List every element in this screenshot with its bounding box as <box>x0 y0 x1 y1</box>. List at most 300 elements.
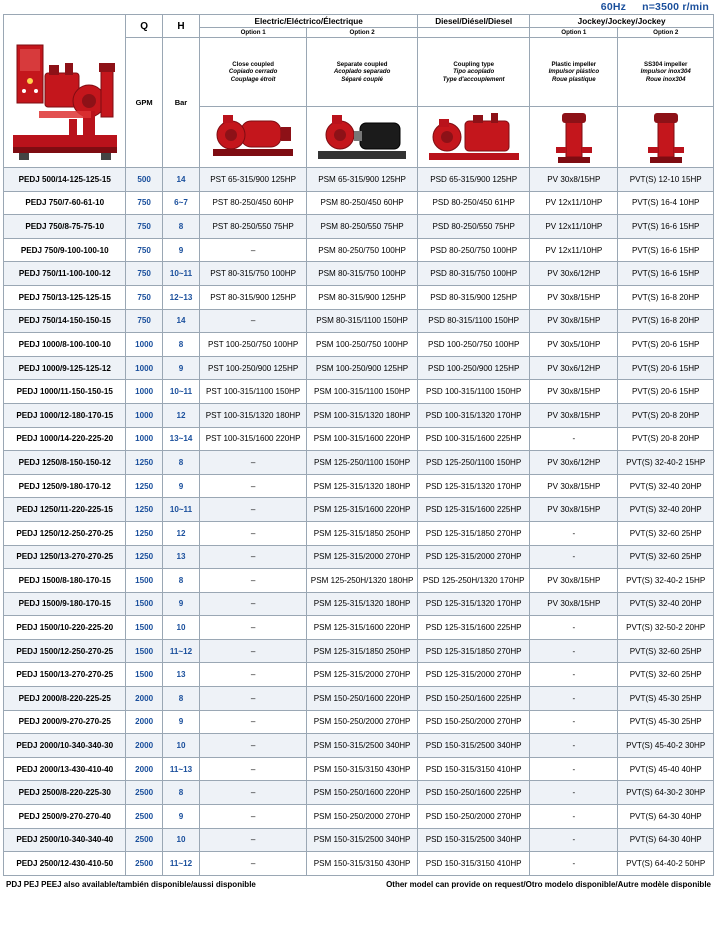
row-head-bar: 9 <box>162 592 199 616</box>
row-head-bar: 8 <box>162 451 199 475</box>
row-flow-gpm: 2500 <box>126 805 162 829</box>
row-model: PEDJ 2000/10-340-340-30 <box>4 734 126 758</box>
table-row <box>4 451 714 475</box>
table-row <box>4 687 714 711</box>
row-electric-option2: PSM 150-315/2500 340HP <box>307 734 418 758</box>
row-model: PEDJ 750/13-125-125-15 <box>4 285 126 309</box>
row-head-bar: 10 <box>162 734 199 758</box>
row-head-bar: 14 <box>162 309 199 333</box>
table-row <box>4 168 714 192</box>
row-jockey-option2: PVT(S) 32-40-2 15HP <box>618 451 714 475</box>
row-electric-option1: – <box>200 663 307 687</box>
row-head-bar: 10 <box>162 616 199 640</box>
table-row <box>4 569 714 593</box>
row-jockey-option1: - <box>530 616 618 640</box>
row-jockey-option1: PV 30x5/10HP <box>530 333 618 357</box>
table-row <box>4 403 714 427</box>
row-jockey-option1: - <box>530 687 618 711</box>
row-electric-option1: – <box>200 805 307 829</box>
row-electric-option1: – <box>200 592 307 616</box>
row-electric-option1: PST 80-315/750 100HP <box>200 262 307 286</box>
row-jockey-option2: PVT(S) 20-6 15HP <box>618 356 714 380</box>
row-head-bar: 10 <box>162 828 199 852</box>
row-jockey-option1: PV 30x8/15HP <box>530 285 618 309</box>
row-jockey-option1: - <box>530 757 618 781</box>
row-model: PEDJ 750/14-150-150-15 <box>4 309 126 333</box>
row-electric-option2: PSM 80-250/550 75HP <box>307 215 418 239</box>
row-flow-gpm: 1000 <box>126 356 162 380</box>
row-jockey-option1: - <box>530 781 618 805</box>
row-electric-option2: PSM 150-250/1600 220HP <box>307 687 418 711</box>
electric-option2-subtitle <box>307 38 418 107</box>
row-flow-gpm: 2000 <box>126 757 162 781</box>
diesel-fr: Type d'accouplement <box>442 75 505 83</box>
jockey-option1-label: Option 1 <box>530 28 618 38</box>
row-electric-option2: PSM 80-250/450 60HP <box>307 191 418 215</box>
row-model: PEDJ 1250/8-150-150-12 <box>4 451 126 475</box>
row-electric-option2: PSM 150-250/1600 220HP <box>307 781 418 805</box>
row-jockey-option2: PVT(S) 32-50-2 20HP <box>618 616 714 640</box>
row-electric-option1: PST 100-315/1100 150HP <box>200 380 307 404</box>
row-jockey-option2: PVT(S) 16-6 15HP <box>618 215 714 239</box>
diesel-option-label <box>418 28 530 38</box>
table-row <box>4 616 714 640</box>
row-flow-gpm: 1000 <box>126 333 162 357</box>
table-row <box>4 781 714 805</box>
row-diesel: PSD 80-315/1100 150HP <box>418 309 530 333</box>
row-head-bar: 13 <box>162 545 199 569</box>
row-electric-option1: PST 80-315/900 125HP <box>200 285 307 309</box>
electric-opt2-fr: Séparé couplé <box>341 75 383 83</box>
page-header-line <box>0 0 717 14</box>
row-model: PEDJ 2500/10-340-340-40 <box>4 828 126 852</box>
row-electric-option1: – <box>200 616 307 640</box>
row-model: PEDJ 750/7-60-61-10 <box>4 191 126 215</box>
row-flow-gpm: 1250 <box>126 451 162 475</box>
row-model: PEDJ 1500/13-270-270-25 <box>4 663 126 687</box>
row-head-bar: 8 <box>162 569 199 593</box>
row-jockey-option2: PVT(S) 32-40 20HP <box>618 498 714 522</box>
close-coupled-pump-photo <box>200 107 307 168</box>
row-diesel: PSD 150-315/2500 340HP <box>418 828 530 852</box>
row-electric-option2: PSM 125-315/1600 220HP <box>307 616 418 640</box>
row-model: PEDJ 2000/13-430-410-40 <box>4 757 126 781</box>
table-row <box>4 592 714 616</box>
separate-coupled-pump-icon <box>314 109 410 165</box>
row-flow-gpm: 750 <box>126 309 162 333</box>
row-model: PEDJ 750/11-100-100-12 <box>4 262 126 286</box>
row-diesel: PSD 125-315/2000 270HP <box>418 545 530 569</box>
row-jockey-option2: PVT(S) 20-8 20HP <box>618 403 714 427</box>
row-diesel: PSD 125-250/1100 150HP <box>418 451 530 475</box>
row-jockey-option1: - <box>530 663 618 687</box>
row-flow-gpm: 1000 <box>126 380 162 404</box>
speed-label: n=3500 r/min <box>642 1 709 13</box>
table-body <box>4 168 714 876</box>
row-model: PEDJ 1000/8-100-100-10 <box>4 333 126 357</box>
row-electric-option1: – <box>200 687 307 711</box>
row-electric-option1: – <box>200 498 307 522</box>
row-jockey-option1: PV 30x8/15HP <box>530 168 618 192</box>
row-head-bar: 9 <box>162 474 199 498</box>
jockey-option2-label: Option 2 <box>618 28 714 38</box>
row-head-bar: 6~7 <box>162 191 199 215</box>
row-electric-option2: PSM 125-315/1320 180HP <box>307 592 418 616</box>
row-jockey-option1: PV 30x8/15HP <box>530 403 618 427</box>
row-electric-option2: PSM 125-315/2000 270HP <box>307 545 418 569</box>
jockey-option2-subtitle <box>618 38 714 107</box>
table-row <box>4 521 714 545</box>
table-row <box>4 828 714 852</box>
row-electric-option2: PSM 80-250/750 100HP <box>307 238 418 262</box>
row-diesel: PSD 125-315/1850 270HP <box>418 521 530 545</box>
row-model: PEDJ 1500/8-180-170-15 <box>4 569 126 593</box>
row-flow-gpm: 2500 <box>126 828 162 852</box>
row-diesel: PSD 150-315/3150 410HP <box>418 757 530 781</box>
row-jockey-option2: PVT(S) 45-30 25HP <box>618 687 714 711</box>
table-row <box>4 734 714 758</box>
row-jockey-option2: PVT(S) 64-40-2 50HP <box>618 852 714 876</box>
row-flow-gpm: 1500 <box>126 592 162 616</box>
diesel-engine-pump-icon <box>425 109 523 165</box>
row-model: PEDJ 1250/9-180-170-12 <box>4 474 126 498</box>
row-electric-option2: PSM 125-250/1100 150HP <box>307 451 418 475</box>
row-electric-option1: PST 80-250/450 60HP <box>200 191 307 215</box>
row-jockey-option1: PV 30x6/12HP <box>530 262 618 286</box>
row-diesel: PSD 125-315/1320 170HP <box>418 592 530 616</box>
table-row <box>4 710 714 734</box>
row-head-bar: 9 <box>162 710 199 734</box>
row-head-bar: 10~11 <box>162 380 199 404</box>
frequency-label: 60Hz <box>600 1 627 13</box>
row-electric-option1: – <box>200 545 307 569</box>
row-jockey-option1: PV 30x8/15HP <box>530 498 618 522</box>
row-jockey-option2: PVT(S) 64-30 40HP <box>618 828 714 852</box>
row-jockey-option1: PV 30x8/15HP <box>530 569 618 593</box>
vertical-jockey-pump-ss-icon <box>644 107 688 167</box>
jockey-option1-subtitle <box>530 38 618 107</box>
row-electric-option1: PST 100-315/1600 220HP <box>200 427 307 451</box>
row-electric-option2: PSM 125-315/1320 180HP <box>307 474 418 498</box>
electric-opt1-en: Close coupled <box>232 60 274 68</box>
row-model: PEDJ 2000/9-270-270-25 <box>4 710 126 734</box>
row-jockey-option1: PV 30x8/15HP <box>530 309 618 333</box>
jockey-opt1-es: Impulsor plástico <box>548 68 600 76</box>
row-jockey-option1: PV 30x6/12HP <box>530 356 618 380</box>
row-electric-option2: PSM 125-315/2000 270HP <box>307 663 418 687</box>
jockey-opt2-es: Impulsor inox304 <box>640 68 691 76</box>
row-electric-option2: PSM 150-315/3150 430HP <box>307 757 418 781</box>
table-row <box>4 262 714 286</box>
table-row <box>4 545 714 569</box>
row-jockey-option2: PVT(S) 32-40 20HP <box>618 592 714 616</box>
row-flow-gpm: 1500 <box>126 616 162 640</box>
row-diesel: PSD 100-250/900 125HP <box>418 356 530 380</box>
footer-notes <box>0 876 717 889</box>
table-row <box>4 285 714 309</box>
row-model: PEDJ 1000/14-220-225-20 <box>4 427 126 451</box>
row-flow-gpm: 2000 <box>126 734 162 758</box>
row-electric-option1: – <box>200 569 307 593</box>
row-electric-option2: PSM 125-250H/1320 180HP <box>307 569 418 593</box>
table-row <box>4 474 714 498</box>
row-electric-option1: PST 100-250/900 125HP <box>200 356 307 380</box>
row-diesel: PSD 150-250/2000 270HP <box>418 710 530 734</box>
row-jockey-option1: - <box>530 734 618 758</box>
row-electric-option1: – <box>200 710 307 734</box>
row-model: PEDJ 2500/8-220-225-30 <box>4 781 126 805</box>
table-row <box>4 852 714 876</box>
footer-note-left: PDJ PEJ PEEJ also available/también disponible/aussi disponible <box>6 879 256 889</box>
row-jockey-option2: PVT(S) 32-60 25HP <box>618 663 714 687</box>
row-electric-option1: PST 100-250/750 100HP <box>200 333 307 357</box>
diesel-en: Coupling type <box>453 60 494 68</box>
row-head-bar: 11~12 <box>162 639 199 663</box>
row-flow-gpm: 2500 <box>126 781 162 805</box>
row-diesel: PSD 125-315/1320 170HP <box>418 474 530 498</box>
row-head-bar: 13~14 <box>162 427 199 451</box>
row-jockey-option2: PVT(S) 16-6 15HP <box>618 262 714 286</box>
separate-coupled-pump-photo <box>307 107 418 168</box>
row-flow-gpm: 500 <box>126 168 162 192</box>
row-jockey-option2: PVT(S) 45-30 25HP <box>618 710 714 734</box>
row-electric-option1: PST 65-315/900 125HP <box>200 168 307 192</box>
row-jockey-option1: PV 12x11/10HP <box>530 215 618 239</box>
row-head-bar: 8 <box>162 215 199 239</box>
table-row <box>4 498 714 522</box>
row-jockey-option1: PV 30x6/12HP <box>530 451 618 475</box>
row-jockey-option1: - <box>530 710 618 734</box>
row-electric-option2: PSM 100-315/1320 180HP <box>307 403 418 427</box>
row-electric-option1: – <box>200 734 307 758</box>
vertical-jockey-pump-icon <box>552 107 596 167</box>
row-jockey-option2: PVT(S) 64-30-2 30HP <box>618 781 714 805</box>
table-row <box>4 805 714 829</box>
row-flow-gpm: 750 <box>126 191 162 215</box>
row-diesel: PSD 65-315/900 125HP <box>418 168 530 192</box>
diesel-subtitle <box>418 38 530 107</box>
row-electric-option2: PSM 80-315/750 100HP <box>307 262 418 286</box>
row-electric-option1: – <box>200 757 307 781</box>
row-flow-gpm: 1000 <box>126 427 162 451</box>
electric-opt2-en: Separate coupled <box>336 60 388 68</box>
row-model: PEDJ 750/9-100-100-10 <box>4 238 126 262</box>
row-electric-option2: PSM 125-315/1600 220HP <box>307 498 418 522</box>
row-diesel: PSD 80-315/750 100HP <box>418 262 530 286</box>
row-jockey-option1: - <box>530 545 618 569</box>
row-model: PEDJ 1500/9-180-170-15 <box>4 592 126 616</box>
row-electric-option2: PSM 80-315/900 125HP <box>307 285 418 309</box>
row-head-bar: 8 <box>162 333 199 357</box>
row-electric-option2: PSM 125-315/1850 250HP <box>307 639 418 663</box>
row-model: PEDJ 750/8-75-75-10 <box>4 215 126 239</box>
table-row <box>4 663 714 687</box>
row-jockey-option2: PVT(S) 45-40-2 30HP <box>618 734 714 758</box>
row-head-bar: 11~12 <box>162 852 199 876</box>
row-diesel: PSD 125-250H/1320 170HP <box>418 569 530 593</box>
row-electric-option2: PSM 100-315/1600 220HP <box>307 427 418 451</box>
row-electric-option1: – <box>200 521 307 545</box>
row-head-bar: 9 <box>162 356 199 380</box>
jockey-opt1-fr: Roue plastique <box>551 75 596 83</box>
row-jockey-option2: PVT(S) 16-6 15HP <box>618 238 714 262</box>
row-diesel: PSD 125-315/1600 225HP <box>418 616 530 640</box>
group-header-jockey: Jockey/Jockey/Jockey <box>530 15 714 28</box>
row-electric-option2: PSM 125-315/1850 250HP <box>307 521 418 545</box>
row-diesel: PSD 125-315/1850 270HP <box>418 639 530 663</box>
row-head-bar: 8 <box>162 687 199 711</box>
electric-option2-label: Option 2 <box>307 28 418 38</box>
row-model: PEDJ 1000/12-180-170-15 <box>4 403 126 427</box>
row-model: PEDJ 2000/8-220-225-25 <box>4 687 126 711</box>
row-electric-option1: PST 100-315/1320 180HP <box>200 403 307 427</box>
column-header-q: Q <box>126 15 162 38</box>
electric-option1-subtitle <box>200 38 307 107</box>
unit-gpm: GPM <box>126 38 162 168</box>
jockey-opt2-en: SS304 impeller <box>644 60 688 68</box>
table-row <box>4 380 714 404</box>
row-flow-gpm: 750 <box>126 215 162 239</box>
row-electric-option2: PSM 100-250/900 125HP <box>307 356 418 380</box>
row-head-bar: 12~13 <box>162 285 199 309</box>
row-diesel: PSD 100-250/750 100HP <box>418 333 530 357</box>
row-diesel: PSD 80-250/550 75HP <box>418 215 530 239</box>
row-head-bar: 10~11 <box>162 498 199 522</box>
row-model: PEDJ 500/14-125-125-15 <box>4 168 126 192</box>
row-electric-option1: PST 80-250/550 75HP <box>200 215 307 239</box>
electric-opt1-fr: Couplage étroit <box>230 75 276 83</box>
row-diesel: PSD 125-315/1600 225HP <box>418 498 530 522</box>
jockey-opt1-en: Plastic impeller <box>551 60 597 68</box>
row-diesel: PSD 80-250/750 100HP <box>418 238 530 262</box>
row-flow-gpm: 1250 <box>126 498 162 522</box>
row-jockey-option2: PVT(S) 16-4 10HP <box>618 191 714 215</box>
table-row <box>4 333 714 357</box>
row-diesel: PSD 150-315/2500 340HP <box>418 734 530 758</box>
row-head-bar: 12 <box>162 403 199 427</box>
row-flow-gpm: 2000 <box>126 710 162 734</box>
row-electric-option1: – <box>200 451 307 475</box>
row-flow-gpm: 750 <box>126 285 162 309</box>
row-head-bar: 14 <box>162 168 199 192</box>
jockey-opt2-fr: Roue inox304 <box>645 75 686 83</box>
row-electric-option1: – <box>200 309 307 333</box>
row-jockey-option2: PVT(S) 32-40-2 15HP <box>618 569 714 593</box>
row-diesel: PSD 125-315/2000 270HP <box>418 663 530 687</box>
row-jockey-option2: PVT(S) 20-8 20HP <box>618 427 714 451</box>
row-head-bar: 13 <box>162 663 199 687</box>
table-row <box>4 639 714 663</box>
row-jockey-option2: PVT(S) 32-60 25HP <box>618 521 714 545</box>
row-diesel: PSD 100-315/1100 150HP <box>418 380 530 404</box>
footer-note-right: Other model can provide on request/Otro modelo disponible/Autre modèle disponible <box>386 879 711 889</box>
row-head-bar: 9 <box>162 238 199 262</box>
row-jockey-option1: PV 30x8/15HP <box>530 474 618 498</box>
row-jockey-option1: - <box>530 427 618 451</box>
row-flow-gpm: 1500 <box>126 639 162 663</box>
row-model: PEDJ 1250/11-220-225-15 <box>4 498 126 522</box>
row-diesel: PSD 150-315/3150 410HP <box>418 852 530 876</box>
row-electric-option1: – <box>200 639 307 663</box>
row-electric-option2: PSM 150-315/3150 430HP <box>307 852 418 876</box>
row-flow-gpm: 2000 <box>126 687 162 711</box>
table-row <box>4 427 714 451</box>
row-diesel: PSD 80-250/450 61HP <box>418 191 530 215</box>
row-head-bar: 12 <box>162 521 199 545</box>
pump-set-photo <box>4 15 126 168</box>
row-jockey-option2: PVT(S) 16-8 20HP <box>618 285 714 309</box>
row-flow-gpm: 750 <box>126 238 162 262</box>
table-row <box>4 757 714 781</box>
row-electric-option1: – <box>200 852 307 876</box>
row-electric-option2: PSM 150-250/2000 270HP <box>307 805 418 829</box>
row-electric-option2: PSM 150-250/2000 270HP <box>307 710 418 734</box>
row-electric-option2: PSM 100-315/1100 150HP <box>307 380 418 404</box>
electric-opt1-es: Copiado cerrado <box>228 68 278 76</box>
fire-pump-package-icon <box>9 15 121 167</box>
row-model: PEDJ 1250/12-250-270-25 <box>4 521 126 545</box>
row-jockey-option2: PVT(S) 32-40 20HP <box>618 474 714 498</box>
row-electric-option2: PSM 80-315/1100 150HP <box>307 309 418 333</box>
electric-opt2-es: Acoplado separado <box>333 68 391 76</box>
row-diesel: PSD 150-250/1600 225HP <box>418 687 530 711</box>
pump-selection-table <box>3 14 714 876</box>
row-jockey-option2: PVT(S) 32-60 25HP <box>618 545 714 569</box>
row-model: PEDJ 2500/12-430-410-50 <box>4 852 126 876</box>
row-jockey-option1: - <box>530 805 618 829</box>
row-flow-gpm: 1500 <box>126 663 162 687</box>
row-electric-option1: – <box>200 474 307 498</box>
row-jockey-option1: - <box>530 852 618 876</box>
row-electric-option2: PSM 65-315/900 125HP <box>307 168 418 192</box>
row-jockey-option2: PVT(S) 20-6 15HP <box>618 333 714 357</box>
row-jockey-option2: PVT(S) 45-40 40HP <box>618 757 714 781</box>
jockey-ss304-impeller-photo <box>618 107 714 168</box>
row-jockey-option2: PVT(S) 16-8 20HP <box>618 309 714 333</box>
row-electric-option1: – <box>200 238 307 262</box>
row-jockey-option1: PV 12x11/10HP <box>530 191 618 215</box>
row-jockey-option1: PV 30x8/15HP <box>530 592 618 616</box>
row-diesel: PSD 150-250/2000 270HP <box>418 805 530 829</box>
group-header-diesel: Diesel/Diésel/Diesel <box>418 15 530 28</box>
row-head-bar: 10~11 <box>162 262 199 286</box>
close-coupled-pump-icon <box>207 109 299 165</box>
row-jockey-option2: PVT(S) 20-6 15HP <box>618 380 714 404</box>
row-jockey-option1: - <box>530 639 618 663</box>
table-row <box>4 191 714 215</box>
row-jockey-option1: PV 12x11/10HP <box>530 238 618 262</box>
table-row <box>4 356 714 380</box>
electric-option1-label: Option 1 <box>200 28 307 38</box>
group-header-electric: Electric/Eléctrico/Électrique <box>200 15 418 28</box>
diesel-pump-photo <box>418 107 530 168</box>
row-jockey-option2: PVT(S) 32-60 25HP <box>618 639 714 663</box>
jockey-plastic-impeller-photo <box>530 107 618 168</box>
row-jockey-option1: - <box>530 828 618 852</box>
unit-bar: Bar <box>162 38 199 168</box>
row-model: PEDJ 1500/12-250-270-25 <box>4 639 126 663</box>
table-row <box>4 215 714 239</box>
row-electric-option1: – <box>200 781 307 805</box>
row-jockey-option1: PV 30x8/15HP <box>530 380 618 404</box>
row-flow-gpm: 1250 <box>126 521 162 545</box>
row-flow-gpm: 2500 <box>126 852 162 876</box>
row-diesel: PSD 150-250/1600 225HP <box>418 781 530 805</box>
row-flow-gpm: 1000 <box>126 403 162 427</box>
row-electric-option2: PSM 100-250/750 100HP <box>307 333 418 357</box>
row-diesel: PSD 80-315/900 125HP <box>418 285 530 309</box>
row-diesel: PSD 100-315/1320 170HP <box>418 403 530 427</box>
